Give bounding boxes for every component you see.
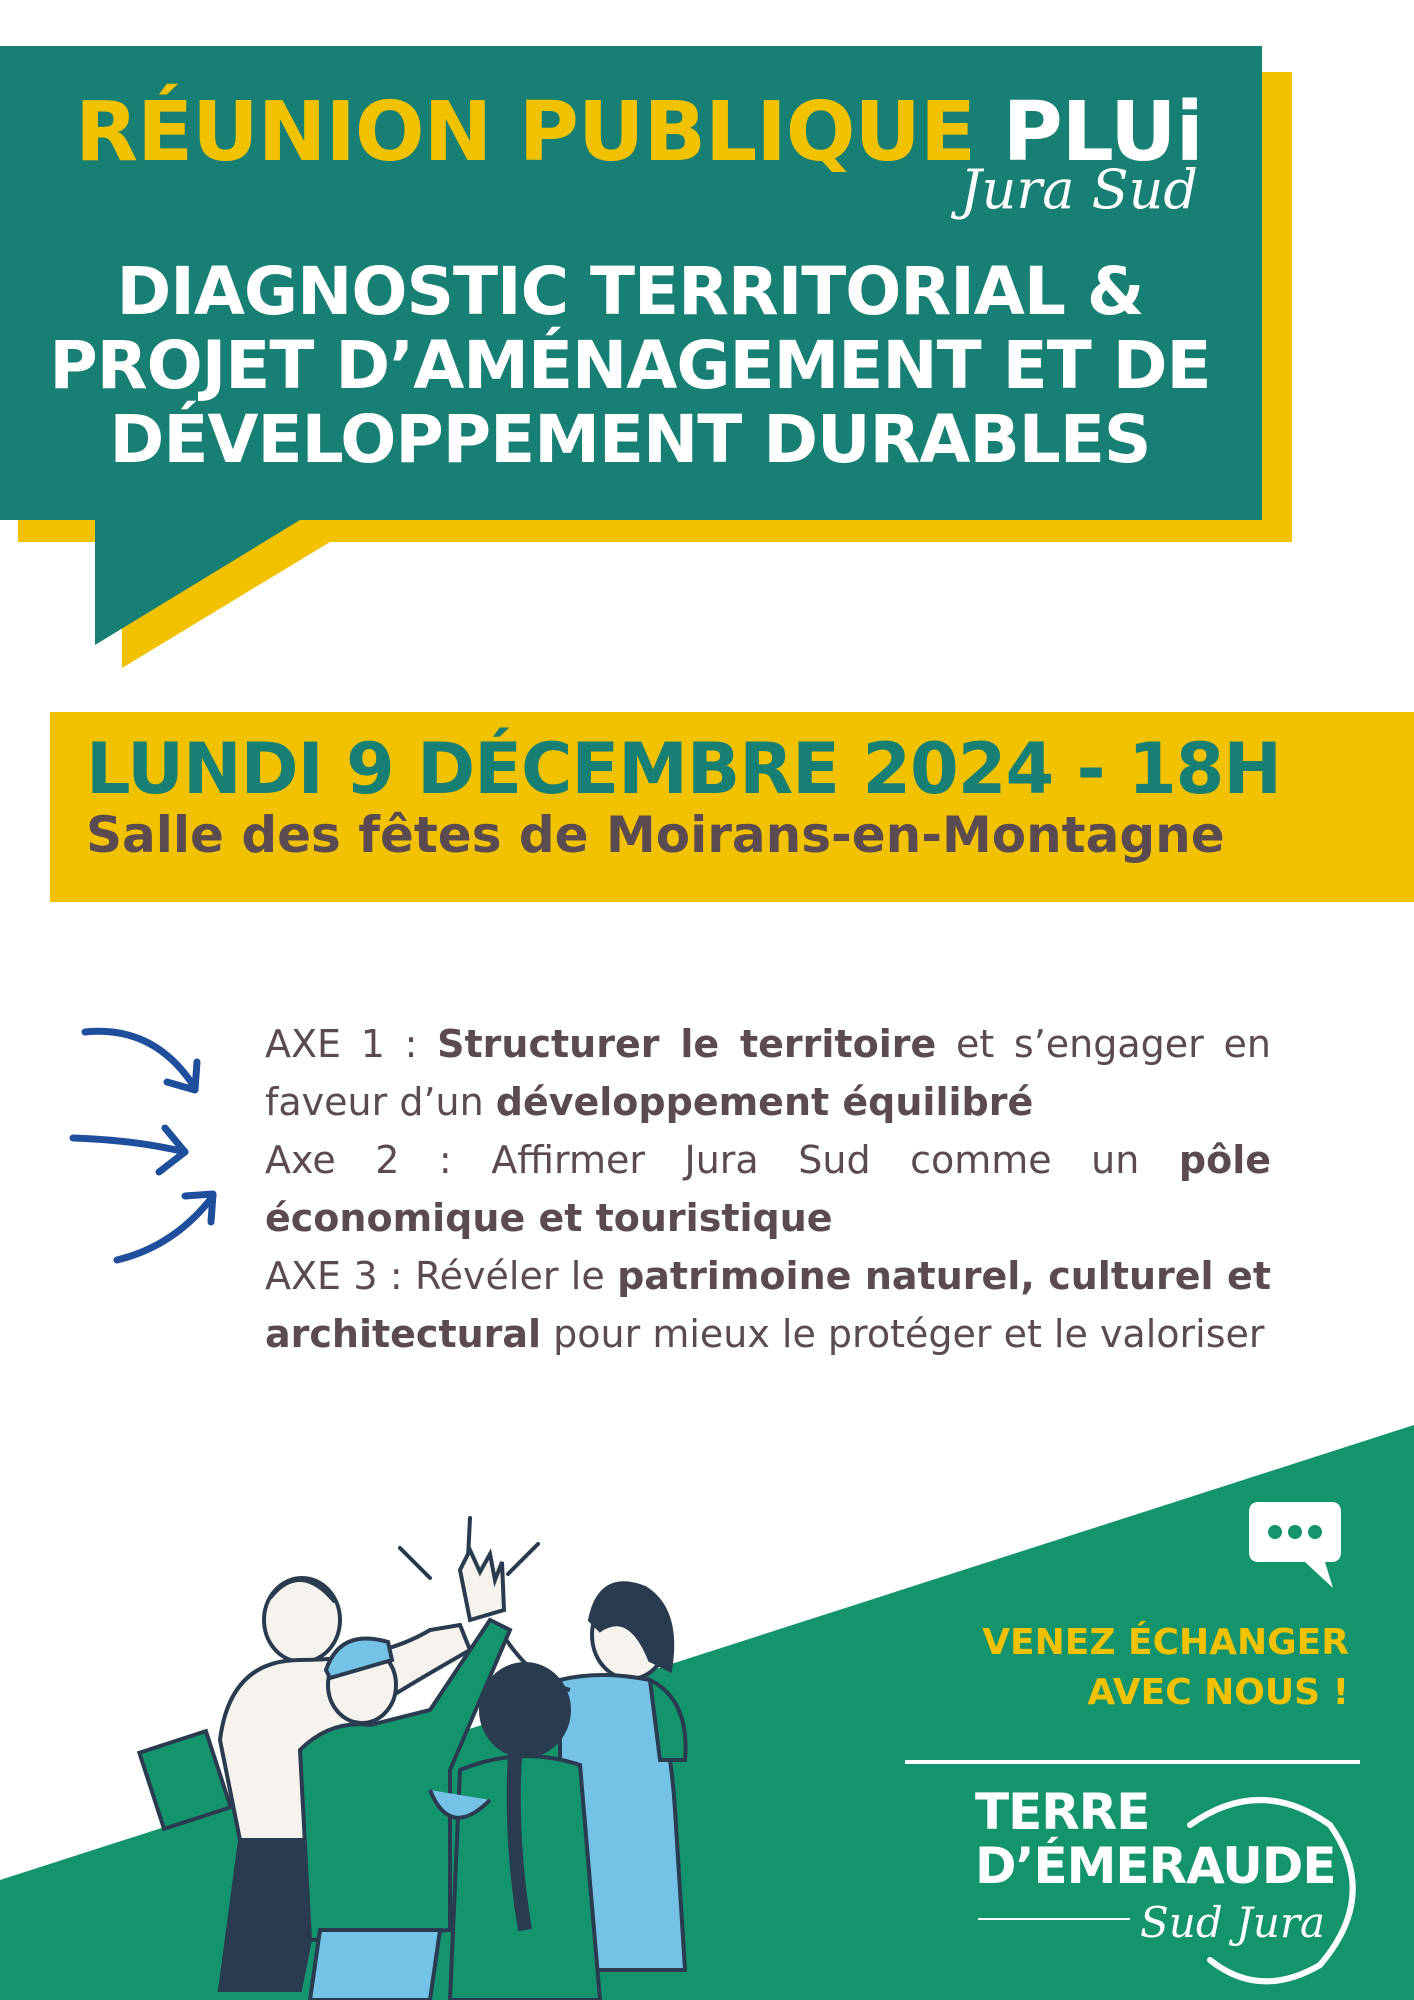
subtitle-line-1: DIAGNOSTIC TERRITORIAL & [116, 253, 1144, 330]
arrows-group [55, 1010, 235, 1280]
arrow-3-icon [117, 1194, 213, 1260]
logo-underline [978, 1918, 1130, 1920]
arrow-2-icon [73, 1128, 185, 1172]
axe-3-segment: patrimoine naturel, culturel et architectural [265, 1254, 1271, 1356]
header-subtitle [20, 255, 1240, 477]
subtitle-line-2: PROJET D’AMÉNAGEMENT ET DE [49, 327, 1211, 404]
axe-2 [265, 1131, 1271, 1247]
axe-1 [265, 1015, 1271, 1131]
event-date: LUNDI 9 DÉCEMBRE 2024 - 18H [86, 728, 1281, 810]
axe-1-segment: AXE 1 : [265, 1022, 438, 1066]
axe-3 [265, 1247, 1271, 1363]
logo [975, 1785, 1335, 1893]
subtitle-line-3: DÉVELOPPEMENT DURABLES [109, 401, 1151, 478]
logo-line-1: TERRE [975, 1783, 1150, 1841]
chat-bubble-icon [1245, 1500, 1345, 1595]
axe-1-segment: développement équilibré [495, 1080, 1034, 1124]
divider-line [905, 1760, 1360, 1764]
axe-3-segment: AXE 3 : Révéler le [265, 1254, 618, 1298]
title-plui: PLUi [1002, 85, 1203, 180]
people-high-five-illustration [130, 1510, 710, 2000]
callout-line-2: AVEC NOUS ! [1087, 1672, 1349, 1713]
event-venue: Salle des fêtes de Moirans-en-Montagne [86, 806, 1225, 864]
raised-hands [460, 1550, 504, 1620]
logo-sub: Sud Jura [1140, 1898, 1326, 1947]
axe-3-segment: pour mieux le protéger et le valoriser [541, 1312, 1265, 1356]
title-reunion-publique: RÉUNION PUBLIQUE [75, 85, 976, 180]
axe-2-segment: Axe 2 : Affirmer Jura Sud comme un [265, 1138, 1179, 1182]
logo-line-2: D’ÉMERAUDE [975, 1837, 1336, 1895]
callout [982, 1618, 1349, 1718]
axe-2-segment: pôle économique et touristique [265, 1138, 1271, 1240]
title-jura-sud: Jura Sud [960, 158, 1198, 221]
axe-1-segment: et s’engager en faveur d’un [265, 1022, 1271, 1124]
callout-line-1: VENEZ ÉCHANGER [982, 1622, 1349, 1663]
axes-list [265, 1015, 1271, 1363]
axe-1-segment: Structurer le territoire [437, 1022, 937, 1066]
arrow-1-icon [85, 1031, 197, 1090]
